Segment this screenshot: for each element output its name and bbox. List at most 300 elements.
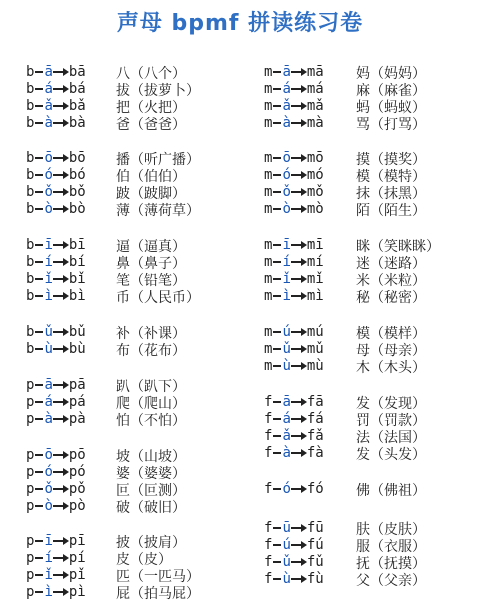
syllable: má: [306, 81, 324, 97]
arrow-icon: [53, 67, 69, 77]
character: 迷: [356, 256, 370, 272]
character: 米: [356, 273, 370, 289]
dash-line: [273, 122, 281, 124]
character: 眯: [356, 239, 370, 255]
pinyin-spelling: [26, 376, 86, 394]
arrow-icon: [291, 344, 307, 354]
pinyin-spelling: [26, 63, 86, 81]
pinyin-entry: [26, 63, 86, 81]
pinyin-spelling: [26, 200, 86, 218]
vowel: ǎ: [44, 98, 53, 114]
pinyin-entry: [264, 253, 324, 271]
vowel: ó: [282, 167, 291, 183]
pinyin-entry: [264, 570, 324, 588]
example-word: （佛祖）: [370, 483, 426, 499]
character: 摸: [356, 152, 370, 168]
syllable: mǐ: [306, 271, 324, 287]
pinyin-entry: [26, 463, 86, 481]
syllable: mù: [306, 358, 324, 374]
pinyin-spelling: [264, 149, 324, 167]
initial: b: [26, 324, 35, 340]
character: 肤: [356, 522, 370, 538]
arrow-icon: [291, 448, 307, 458]
pinyin-spelling: [264, 519, 324, 537]
example-word: （山坡）: [130, 449, 186, 465]
initial: f: [264, 481, 273, 497]
initial: b: [26, 288, 35, 304]
character: 陌: [356, 203, 370, 219]
pinyin-spelling: [26, 97, 86, 115]
dash-line: [35, 471, 43, 473]
character: 皮: [116, 552, 130, 568]
example-word: （打骂）: [370, 117, 426, 133]
syllable: fá: [306, 411, 324, 427]
initial: b: [26, 341, 35, 357]
vowel: à: [44, 411, 53, 427]
vowel: ì: [44, 288, 53, 304]
syllable: bì: [68, 288, 86, 304]
dash-line: [273, 348, 281, 350]
character: 佛: [356, 483, 370, 499]
pinyin-entry: [264, 63, 324, 81]
dash-line: [35, 331, 43, 333]
character: 匹: [116, 569, 130, 585]
syllable: fǔ: [306, 554, 324, 570]
dash-line: [35, 105, 43, 107]
initial: m: [264, 358, 273, 374]
pinyin-spelling: [264, 183, 324, 201]
example-word: （木头）: [370, 360, 426, 376]
pinyin-entry: [264, 410, 324, 428]
initial: p: [26, 498, 35, 514]
syllable: pí: [68, 550, 86, 566]
arrow-icon: [53, 101, 69, 111]
pinyin-spelling: [26, 497, 86, 515]
arrow-icon: [53, 291, 69, 301]
dash-line: [35, 71, 43, 73]
character: 补: [116, 326, 130, 342]
character: 父: [356, 573, 370, 589]
pinyin-spelling: [264, 357, 324, 375]
arrow-icon: [53, 344, 69, 354]
arrow-icon: [53, 397, 69, 407]
initial: f: [264, 445, 273, 461]
syllable: fā: [306, 394, 324, 410]
initial: f: [264, 394, 273, 410]
example-word: （摸奖）: [370, 152, 426, 168]
syllable: mī: [306, 237, 324, 253]
vowel: à: [282, 445, 291, 461]
example-word: （铅笔）: [130, 273, 186, 289]
arrow-icon: [291, 84, 307, 94]
example-word: （蚂蚁）: [370, 100, 426, 116]
example-word: （抚摸）: [370, 556, 426, 572]
vowel: ò: [44, 201, 53, 217]
page-title: 声母 bpmf 拼读练习卷: [116, 11, 364, 36]
pinyin-entry: [264, 287, 324, 305]
character: 拔: [116, 83, 130, 99]
syllable: bù: [68, 341, 86, 357]
initial: m: [264, 271, 273, 287]
example-word: （补课）: [130, 326, 186, 342]
pinyin-spelling: [26, 166, 86, 184]
character: 妈: [356, 66, 370, 82]
syllable: pā: [68, 377, 86, 393]
example-word: （妈妈）: [370, 66, 426, 82]
character: 逼: [116, 239, 130, 255]
pinyin-entry: [264, 236, 324, 254]
vowel: ā: [282, 394, 291, 410]
example-word: （趴下）: [130, 379, 186, 395]
syllable: pó: [68, 464, 86, 480]
vowel: ǐ: [44, 271, 53, 287]
pinyin-spelling: [26, 410, 86, 428]
syllable: fó: [306, 481, 324, 497]
pinyin-spelling: [264, 323, 324, 341]
pinyin-entry: [26, 340, 86, 358]
pinyin-entry: [26, 183, 86, 201]
pinyin-spelling: [26, 253, 86, 271]
pinyin-spelling: [26, 549, 86, 567]
syllable: mì: [306, 288, 324, 304]
initial: f: [264, 411, 273, 427]
character: 模: [356, 169, 370, 185]
vowel: ǒ: [44, 184, 53, 200]
pinyin-entry: [26, 532, 86, 550]
character: 播: [116, 152, 130, 168]
pinyin-entry: [26, 446, 86, 464]
dash-line: [35, 505, 43, 507]
initial: m: [264, 237, 273, 253]
arrow-icon: [291, 397, 307, 407]
syllable: bō: [68, 150, 86, 166]
pinyin-entry: [26, 323, 86, 341]
example-word: （爸爸）: [130, 117, 186, 133]
character: 伯: [116, 169, 130, 185]
pinyin-spelling: [264, 63, 324, 81]
initial: p: [26, 464, 35, 480]
initial: b: [26, 115, 35, 131]
character: 蚂: [356, 100, 370, 116]
example-word: （陌生）: [370, 203, 426, 219]
dash-line: [273, 435, 281, 437]
pinyin-spelling: [26, 149, 86, 167]
arrow-icon: [53, 570, 69, 580]
character: 布: [116, 343, 130, 359]
example-word: （衣服）: [370, 539, 426, 555]
initial: m: [264, 98, 273, 114]
arrow-icon: [53, 153, 69, 163]
dash-line: [273, 88, 281, 90]
initial: p: [26, 411, 35, 427]
initial: f: [264, 428, 273, 444]
initial: b: [26, 201, 35, 217]
pinyin-entry: [26, 583, 86, 601]
pinyin-spelling: [264, 536, 324, 554]
dash-line: [273, 261, 281, 263]
example-word: （八个）: [130, 66, 186, 82]
dash-line: [273, 157, 281, 159]
pinyin-entry: [26, 253, 86, 271]
dash-line: [273, 418, 281, 420]
pinyin-spelling: [264, 553, 324, 571]
initial: m: [264, 324, 273, 340]
pinyin-spelling: [26, 393, 86, 411]
character: 怕: [116, 413, 130, 429]
vowel: ì: [282, 288, 291, 304]
arrow-icon: [53, 84, 69, 94]
vowel: ǎ: [282, 98, 291, 114]
vowel: ó: [282, 481, 291, 497]
example-word: （鼻子）: [130, 256, 186, 272]
initial: m: [264, 341, 273, 357]
arrow-icon: [291, 153, 307, 163]
syllable: pá: [68, 394, 86, 410]
pinyin-spelling: [26, 480, 86, 498]
vowel: ǒ: [282, 184, 291, 200]
initial: p: [26, 481, 35, 497]
vowel: ù: [282, 571, 291, 587]
example-word: （人民币）: [130, 290, 200, 306]
initial: p: [26, 394, 35, 410]
character: 薄: [116, 203, 130, 219]
character: 鼻: [116, 256, 130, 272]
vowel: ò: [282, 201, 291, 217]
pinyin-entry: [26, 410, 86, 428]
example-word: （一匹马）: [130, 569, 200, 585]
dash-line: [35, 295, 43, 297]
dash-line: [273, 527, 281, 529]
initial: f: [264, 520, 273, 536]
dash-line: [35, 244, 43, 246]
pinyin-entry: [264, 340, 324, 358]
character: 笔: [116, 273, 130, 289]
vowel: ǐ: [282, 271, 291, 287]
vowel: ō: [282, 150, 291, 166]
arrow-icon: [53, 327, 69, 337]
pinyin-spelling: [264, 287, 324, 305]
syllable: fǎ: [306, 428, 324, 444]
arrow-icon: [291, 170, 307, 180]
dash-line: [35, 418, 43, 420]
initial: b: [26, 237, 35, 253]
example-word: （跛脚）: [130, 186, 186, 202]
character: 骂: [356, 117, 370, 133]
dash-line: [35, 122, 43, 124]
dash-line: [273, 401, 281, 403]
dash-line: [35, 88, 43, 90]
pinyin-entry: [264, 270, 324, 288]
example-word: （薄荷草）: [130, 203, 200, 219]
example-word: （叵测）: [130, 483, 186, 499]
arrow-icon: [53, 484, 69, 494]
pinyin-entry: [26, 549, 86, 567]
character: 八: [116, 66, 130, 82]
example-word: （皮）: [130, 552, 172, 568]
dash-line: [273, 578, 281, 580]
dash-line: [273, 208, 281, 210]
character: 模: [356, 326, 370, 342]
initial: p: [26, 533, 35, 549]
pinyin-entry: [26, 149, 86, 167]
example-word: （伯伯）: [130, 169, 186, 185]
arrow-icon: [291, 187, 307, 197]
pinyin-entry: [264, 80, 324, 98]
pinyin-entry: [264, 149, 324, 167]
pinyin-entry: [264, 427, 324, 445]
example-word: （模样）: [370, 326, 426, 342]
initial: f: [264, 537, 273, 553]
initial: b: [26, 184, 35, 200]
character: 法: [356, 430, 370, 446]
pinyin-entry: [264, 166, 324, 184]
vowel: ú: [282, 324, 291, 340]
pinyin-entry: [26, 80, 86, 98]
character: 秘: [356, 290, 370, 306]
pinyin-entry: [26, 200, 86, 218]
arrow-icon: [291, 291, 307, 301]
example-word: （听广播）: [130, 152, 200, 168]
syllable: mà: [306, 115, 324, 131]
dash-line: [273, 452, 281, 454]
arrow-icon: [291, 431, 307, 441]
arrow-icon: [53, 118, 69, 128]
syllable: mō: [306, 150, 324, 166]
arrow-icon: [53, 170, 69, 180]
dash-line: [35, 191, 43, 193]
example-word: （破旧）: [130, 500, 186, 516]
initial: m: [264, 167, 273, 183]
pinyin-entry: [26, 376, 86, 394]
character: 发: [356, 396, 370, 412]
arrow-icon: [53, 553, 69, 563]
arrow-icon: [291, 523, 307, 533]
vowel: ó: [44, 464, 53, 480]
syllable: fú: [306, 537, 324, 553]
character: 婆: [116, 466, 130, 482]
vowel: ì: [44, 584, 53, 600]
pinyin-spelling: [264, 200, 324, 218]
syllable: mó: [306, 167, 324, 183]
initial: p: [26, 550, 35, 566]
dash-line: [273, 295, 281, 297]
syllable: bí: [68, 254, 86, 270]
example-word: （逼真）: [130, 239, 186, 255]
pinyin-entry: [26, 166, 86, 184]
initial: m: [264, 115, 273, 131]
example-word: （罚款）: [370, 413, 426, 429]
arrow-icon: [291, 101, 307, 111]
arrow-icon: [291, 204, 307, 214]
initial: b: [26, 81, 35, 97]
example-word: （披肩）: [130, 535, 186, 551]
pinyin-spelling: [264, 114, 324, 132]
pinyin-entry: [264, 444, 324, 462]
vowel: ù: [44, 341, 53, 357]
character: 服: [356, 539, 370, 555]
vowel: ú: [282, 537, 291, 553]
vowel: á: [282, 411, 291, 427]
example-word: （头发）: [370, 447, 426, 463]
syllable: mú: [306, 324, 324, 340]
pinyin-entry: [26, 97, 86, 115]
arrow-icon: [53, 274, 69, 284]
dash-line: [273, 191, 281, 193]
initial: f: [264, 571, 273, 587]
vowel: ù: [282, 358, 291, 374]
dash-line: [35, 574, 43, 576]
example-word: （母亲）: [370, 343, 426, 359]
example-word: （秘密）: [370, 290, 426, 306]
syllable: bǒ: [68, 184, 86, 200]
initial: m: [264, 254, 273, 270]
initial: p: [26, 584, 35, 600]
pinyin-spelling: [264, 253, 324, 271]
syllable: mò: [306, 201, 324, 217]
character: 木: [356, 360, 370, 376]
vowel: ā: [282, 64, 291, 80]
pinyin-entry: [264, 200, 324, 218]
pinyin-entry: [264, 393, 324, 411]
dash-line: [273, 488, 281, 490]
example-word: （父亲）: [370, 573, 426, 589]
pinyin-spelling: [26, 340, 86, 358]
arrow-icon: [291, 67, 307, 77]
syllable: mí: [306, 254, 324, 270]
arrow-icon: [53, 536, 69, 546]
vowel: ǎ: [282, 428, 291, 444]
initial: b: [26, 167, 35, 183]
syllable: bǐ: [68, 271, 86, 287]
example-word: （米粒）: [370, 273, 426, 289]
vowel: ō: [44, 447, 53, 463]
character: 破: [116, 500, 130, 516]
pinyin-spelling: [264, 340, 324, 358]
vowel: á: [44, 394, 53, 410]
arrow-icon: [53, 467, 69, 477]
dash-line: [35, 488, 43, 490]
character: 跛: [116, 186, 130, 202]
syllable: mā: [306, 64, 324, 80]
vowel: ó: [44, 167, 53, 183]
pinyin-spelling: [26, 236, 86, 254]
pinyin-entry: [264, 480, 324, 498]
initial: m: [264, 288, 273, 304]
pinyin-entry: [26, 497, 86, 515]
example-word: （模特）: [370, 169, 426, 185]
vowel: ǔ: [282, 341, 291, 357]
initial: m: [264, 81, 273, 97]
syllable: bá: [68, 81, 86, 97]
example-word: （花布）: [130, 343, 186, 359]
character: 屁: [116, 586, 130, 602]
arrow-icon: [291, 240, 307, 250]
pinyin-spelling: [26, 183, 86, 201]
pinyin-spelling: [26, 287, 86, 305]
character: 币: [116, 290, 130, 306]
character: 披: [116, 535, 130, 551]
character: 麻: [356, 83, 370, 99]
arrow-icon: [291, 257, 307, 267]
initial: b: [26, 271, 35, 287]
vowel: ī: [282, 237, 291, 253]
vowel: í: [44, 254, 53, 270]
example-word: （爬山）: [130, 396, 186, 412]
example-word: （迷路）: [370, 256, 426, 272]
dash-line: [273, 244, 281, 246]
arrow-icon: [291, 414, 307, 424]
dash-line: [35, 348, 43, 350]
